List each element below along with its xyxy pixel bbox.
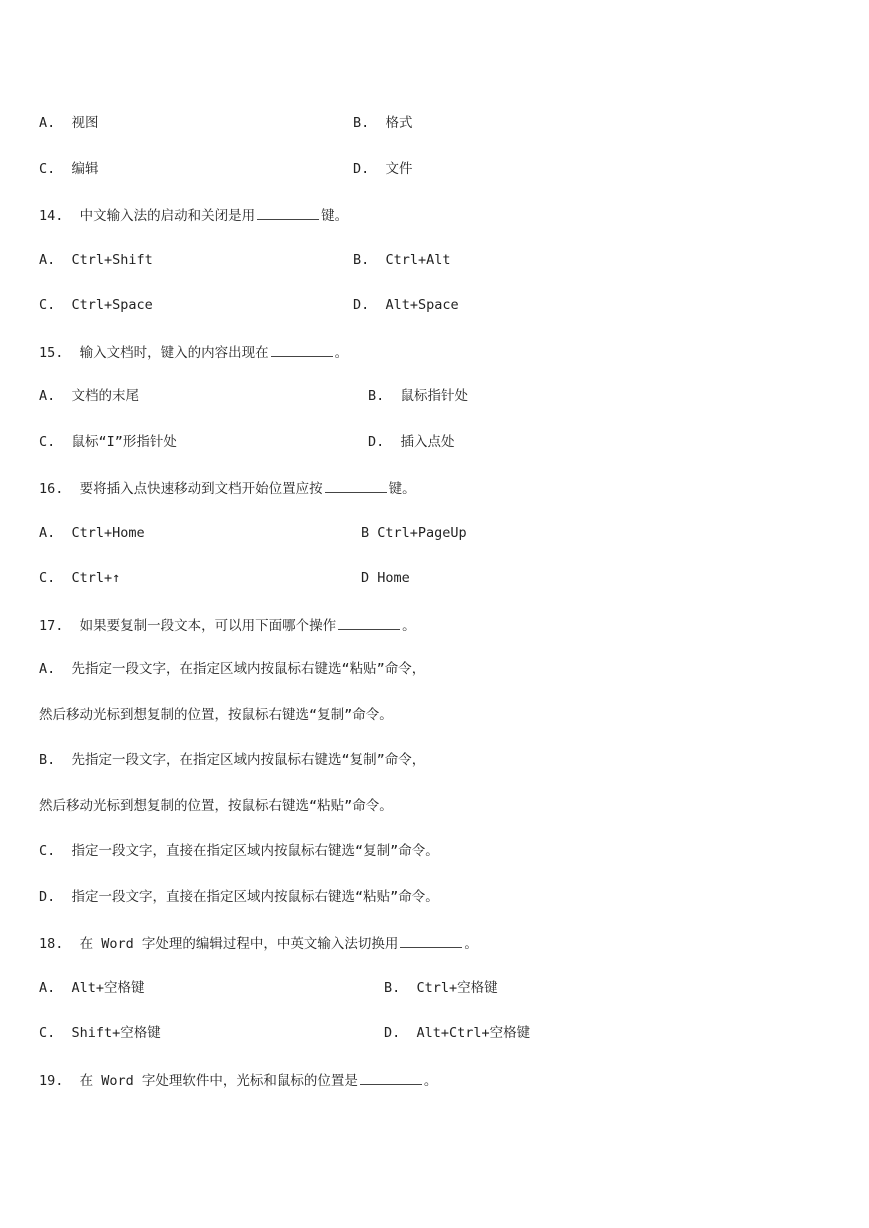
q17-option-a-line2: 然后移动光标到想复制的位置，按鼠标右键选“复制”命令。 bbox=[39, 707, 393, 723]
answer-blank bbox=[325, 478, 387, 493]
q16-option-a: A. Ctrl+Home bbox=[39, 525, 145, 541]
q18-option-b: B. Ctrl+空格键 bbox=[384, 980, 498, 996]
answer-blank bbox=[271, 342, 333, 357]
q17-option-b-line1: B. 先指定一段文字，在指定区域内按鼠标右键选“复制”命令， bbox=[39, 752, 426, 768]
q17-option-a-line1: A. 先指定一段文字，在指定区域内按鼠标右键选“粘贴”命令， bbox=[39, 661, 426, 677]
q14-stem bbox=[39, 205, 348, 225]
q15-stem-end: 。 bbox=[334, 345, 349, 361]
q13-option-c: C. 编辑 bbox=[39, 161, 99, 177]
q17-stem bbox=[39, 615, 416, 635]
q15-option-d: D. 插入点处 bbox=[368, 434, 455, 450]
q14-stem-text: 14. 中文输入法的启动和关闭是用 bbox=[39, 208, 256, 224]
q17-option-c: C. 指定一段文字，直接在指定区域内按鼠标右键选“复制”命令。 bbox=[39, 843, 439, 859]
q18-stem bbox=[39, 933, 478, 953]
q13-option-a: A. 视图 bbox=[39, 115, 99, 131]
answer-blank bbox=[400, 933, 462, 948]
q17-stem-end: 。 bbox=[402, 618, 416, 634]
q15-stem bbox=[39, 342, 348, 362]
q17-option-b-line2: 然后移动光标到想复制的位置，按鼠标右键选“粘贴”命令。 bbox=[39, 798, 393, 814]
q18-stem-end: 。 bbox=[464, 936, 478, 952]
q16-option-c: C. Ctrl+↑ bbox=[39, 570, 121, 586]
answer-blank bbox=[257, 205, 319, 220]
q16-stem bbox=[39, 478, 416, 498]
q15-option-b: B. 鼠标指针处 bbox=[368, 388, 469, 404]
q16-option-b: B Ctrl+PageUp bbox=[361, 525, 467, 541]
q19-stem-end: 。 bbox=[423, 1073, 438, 1089]
q15-stem-text: 15. 输入文档时，键入的内容出现在 bbox=[39, 345, 269, 361]
q18-option-a: A. Alt+空格键 bbox=[39, 980, 145, 996]
q18-option-c: C. Shift+空格键 bbox=[39, 1025, 161, 1041]
q14-option-c: C. Ctrl+Space bbox=[39, 297, 153, 313]
q14-option-d: D. Alt+Space bbox=[353, 297, 459, 313]
q19-stem-text: 19. 在 Word 字处理软件中，光标和鼠标的位置是 bbox=[39, 1073, 358, 1089]
q13-option-b: B. 格式 bbox=[353, 115, 413, 131]
q16-stem-text: 16. 要将插入点快速移动到文档开始位置应按 bbox=[39, 481, 323, 497]
answer-blank bbox=[338, 615, 400, 630]
q15-option-c: C. 鼠标“I”形指针处 bbox=[39, 434, 177, 450]
q14-option-a: A. Ctrl+Shift bbox=[39, 252, 153, 268]
q17-stem-text: 17. 如果要复制一段文本，可以用下面哪个操作 bbox=[39, 618, 337, 634]
q18-option-d: D. Alt+Ctrl+空格键 bbox=[384, 1025, 531, 1041]
q13-option-d: D. 文件 bbox=[353, 161, 413, 177]
q14-option-b: B. Ctrl+Alt bbox=[353, 252, 451, 268]
q14-stem-end: 键。 bbox=[321, 208, 349, 224]
q19-stem bbox=[39, 1070, 437, 1090]
q16-option-d: D Home bbox=[361, 570, 410, 586]
q15-option-a: A. 文档的末尾 bbox=[39, 388, 140, 404]
q17-option-d: D. 指定一段文字，直接在指定区域内按鼠标右键选“粘贴”命令。 bbox=[39, 889, 439, 905]
q16-stem-end: 键。 bbox=[388, 481, 416, 497]
q18-stem-text: 18. 在 Word 字处理的编辑过程中，中英文输入法切换用 bbox=[39, 936, 399, 952]
answer-blank bbox=[360, 1070, 422, 1085]
